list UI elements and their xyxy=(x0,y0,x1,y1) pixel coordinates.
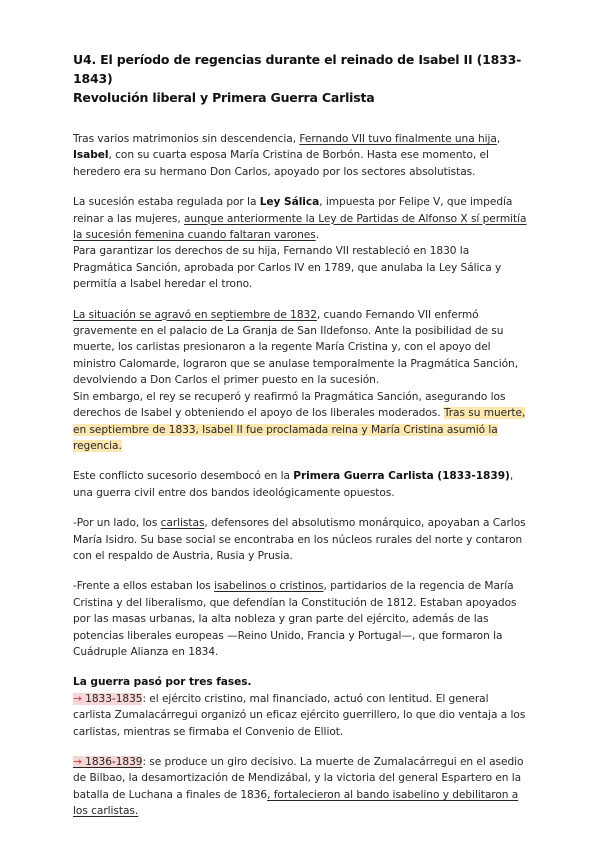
p6-bold-guerra: Primera Guerra Carlista (1833-1839) xyxy=(293,470,510,483)
phase-2-text-a: : se produce un giro decisivo. La muerte de Zumalacárregui en el asedio de Bilbao, la desamortización de Mendizábal, y la victoria del general Espartero en la batalla de Luchana a finales de 1836 xyxy=(73,756,524,801)
paragraph-8 xyxy=(73,578,530,660)
p8-underline-isabelinos: isabelinos o cristinos xyxy=(214,580,324,593)
phase-2-underline: , fortalecieron al bando isabelino y debilitaron a los carlistas. xyxy=(73,788,519,818)
paragraph-7 xyxy=(73,515,530,564)
paragraph-phase-1 xyxy=(73,691,530,740)
p1-text-c: , xyxy=(496,133,501,145)
paragraph-2 xyxy=(73,194,530,243)
paragraph-1 xyxy=(73,131,530,180)
page-title xyxy=(73,50,530,107)
p2-text-a: La sucesión estaba regulada por la xyxy=(73,196,260,209)
p1-text-e: , con su cuarta esposa María Cristina de Borbón. Hasta ese momento, el heredero era su hermano Don Carlos, apoyado por los sectores absolutistas. xyxy=(73,149,489,178)
paragraph-4 xyxy=(73,307,530,389)
p2-text-c: , impuesta por Felipe V, que impedía reinar a las mujeres, xyxy=(73,196,513,225)
p6-text-c: , una guerra civil entre dos bandos ideológicamente opuestos. xyxy=(73,470,514,499)
p2-bold-ley-salica: Ley Sálica xyxy=(259,196,320,209)
p4-text-b: , cuando Fernando VII enfermó gravemente en el palacio de La Granja de San Ildefonso. Ante la posibilidad de su muerte, los carlistas presionaron a la regente María Cristina y, con el apoyo del ministro Calomarde, lograron que se anulase temporalmente la Pragmática Sanción, devolviendo a Don Carlos el primer puesto en la sucesión. xyxy=(73,308,519,387)
arrow-right-icon: → xyxy=(73,692,86,705)
p2-underline: aunque anteriormente la Ley de Partidas de Alfonso X sí permitía la sucesión femenina cuando faltaran varones xyxy=(73,212,527,242)
phase-1-label xyxy=(73,693,142,705)
p2-text-e: . xyxy=(315,229,320,242)
p8-text-a: -Frente a ellos estaban los xyxy=(73,580,215,593)
p7-text-c: , defensores del absolutismo monárquico, apoyaban a Carlos María Isidro. Su base social se encontraba en los núcleos rurales del norte y contaron con el respaldo de Austria, Rusia y Prusia. xyxy=(73,517,526,562)
p7-text-a: -Por un lado, los xyxy=(73,517,161,530)
phase-2-years: 1836-1839 xyxy=(85,756,143,768)
phase-2-label xyxy=(73,756,142,768)
title-line-2: Revolución liberal y Primera Guerra Carlista xyxy=(73,90,375,105)
phases-heading: La guerra pasó por tres fases. xyxy=(73,676,252,689)
p1-bold-isabel: Isabel xyxy=(73,149,109,162)
paragraph-5 xyxy=(73,389,530,455)
p8-text-c: , partidarios de la regencia de María Cristina y del liberalismo, que defendían la Constitución de 1812. Estaban apoyados por las masas urbanas, la alta nobleza y gran parte del ejército, además de las potencias liberales europeas —Reino Unido, Francia y Portugal—, que formaron la Cuádruple Alianza en 1834. xyxy=(73,580,517,658)
p5-text-a: Sin embargo, el rey se recuperó y reafirmó la Pragmática Sanción, asegurando los derechos de Isabel y obteniendo el apoyo de los liberales moderados. xyxy=(73,390,506,420)
paragraph-3: Para garantizar los derechos de su hija, Fernando VII restableció en 1830 la Pragmática Sanción, aprobada por Carlos IV en 1789, que anulaba la Ley Sálica y permitía a Isabel heredar el trono. xyxy=(73,245,502,291)
arrow-right-icon: → xyxy=(73,756,86,768)
p6-text-a: Este conflicto sucesorio desembocó en la xyxy=(73,470,294,483)
phase-1-text: : el ejército cristino, mal financiado, actuó con lentitud. El general carlista Zumalacárregui organizó un eficaz ejército guerrillero, lo que dio ventaja a los carlistas, mientras se firmaba el Convenio de Elliot. xyxy=(73,692,526,738)
p5-highlight: Tras su muerte, en septiembre de 1833, Isabel II fue proclamada reina y María Cristina asumió la regencia. xyxy=(73,407,526,452)
p7-underline-carlistas: carlistas xyxy=(160,517,205,530)
title-line-1: U4. El período de regencias durante el reinado de Isabel II (1833-1843) xyxy=(73,52,522,86)
p1-underline: Fernando VII tuvo finalmente una hija xyxy=(299,133,497,145)
paragraph-phase-2 xyxy=(73,754,530,820)
p1-text-a: Tras varios matrimonios sin descendencia, xyxy=(73,133,300,145)
p4-underline: La situación se agravó en septiembre de 1832 xyxy=(73,308,317,321)
phase-1-years: 1833-1835 xyxy=(85,692,143,705)
paragraph-6 xyxy=(73,468,530,501)
